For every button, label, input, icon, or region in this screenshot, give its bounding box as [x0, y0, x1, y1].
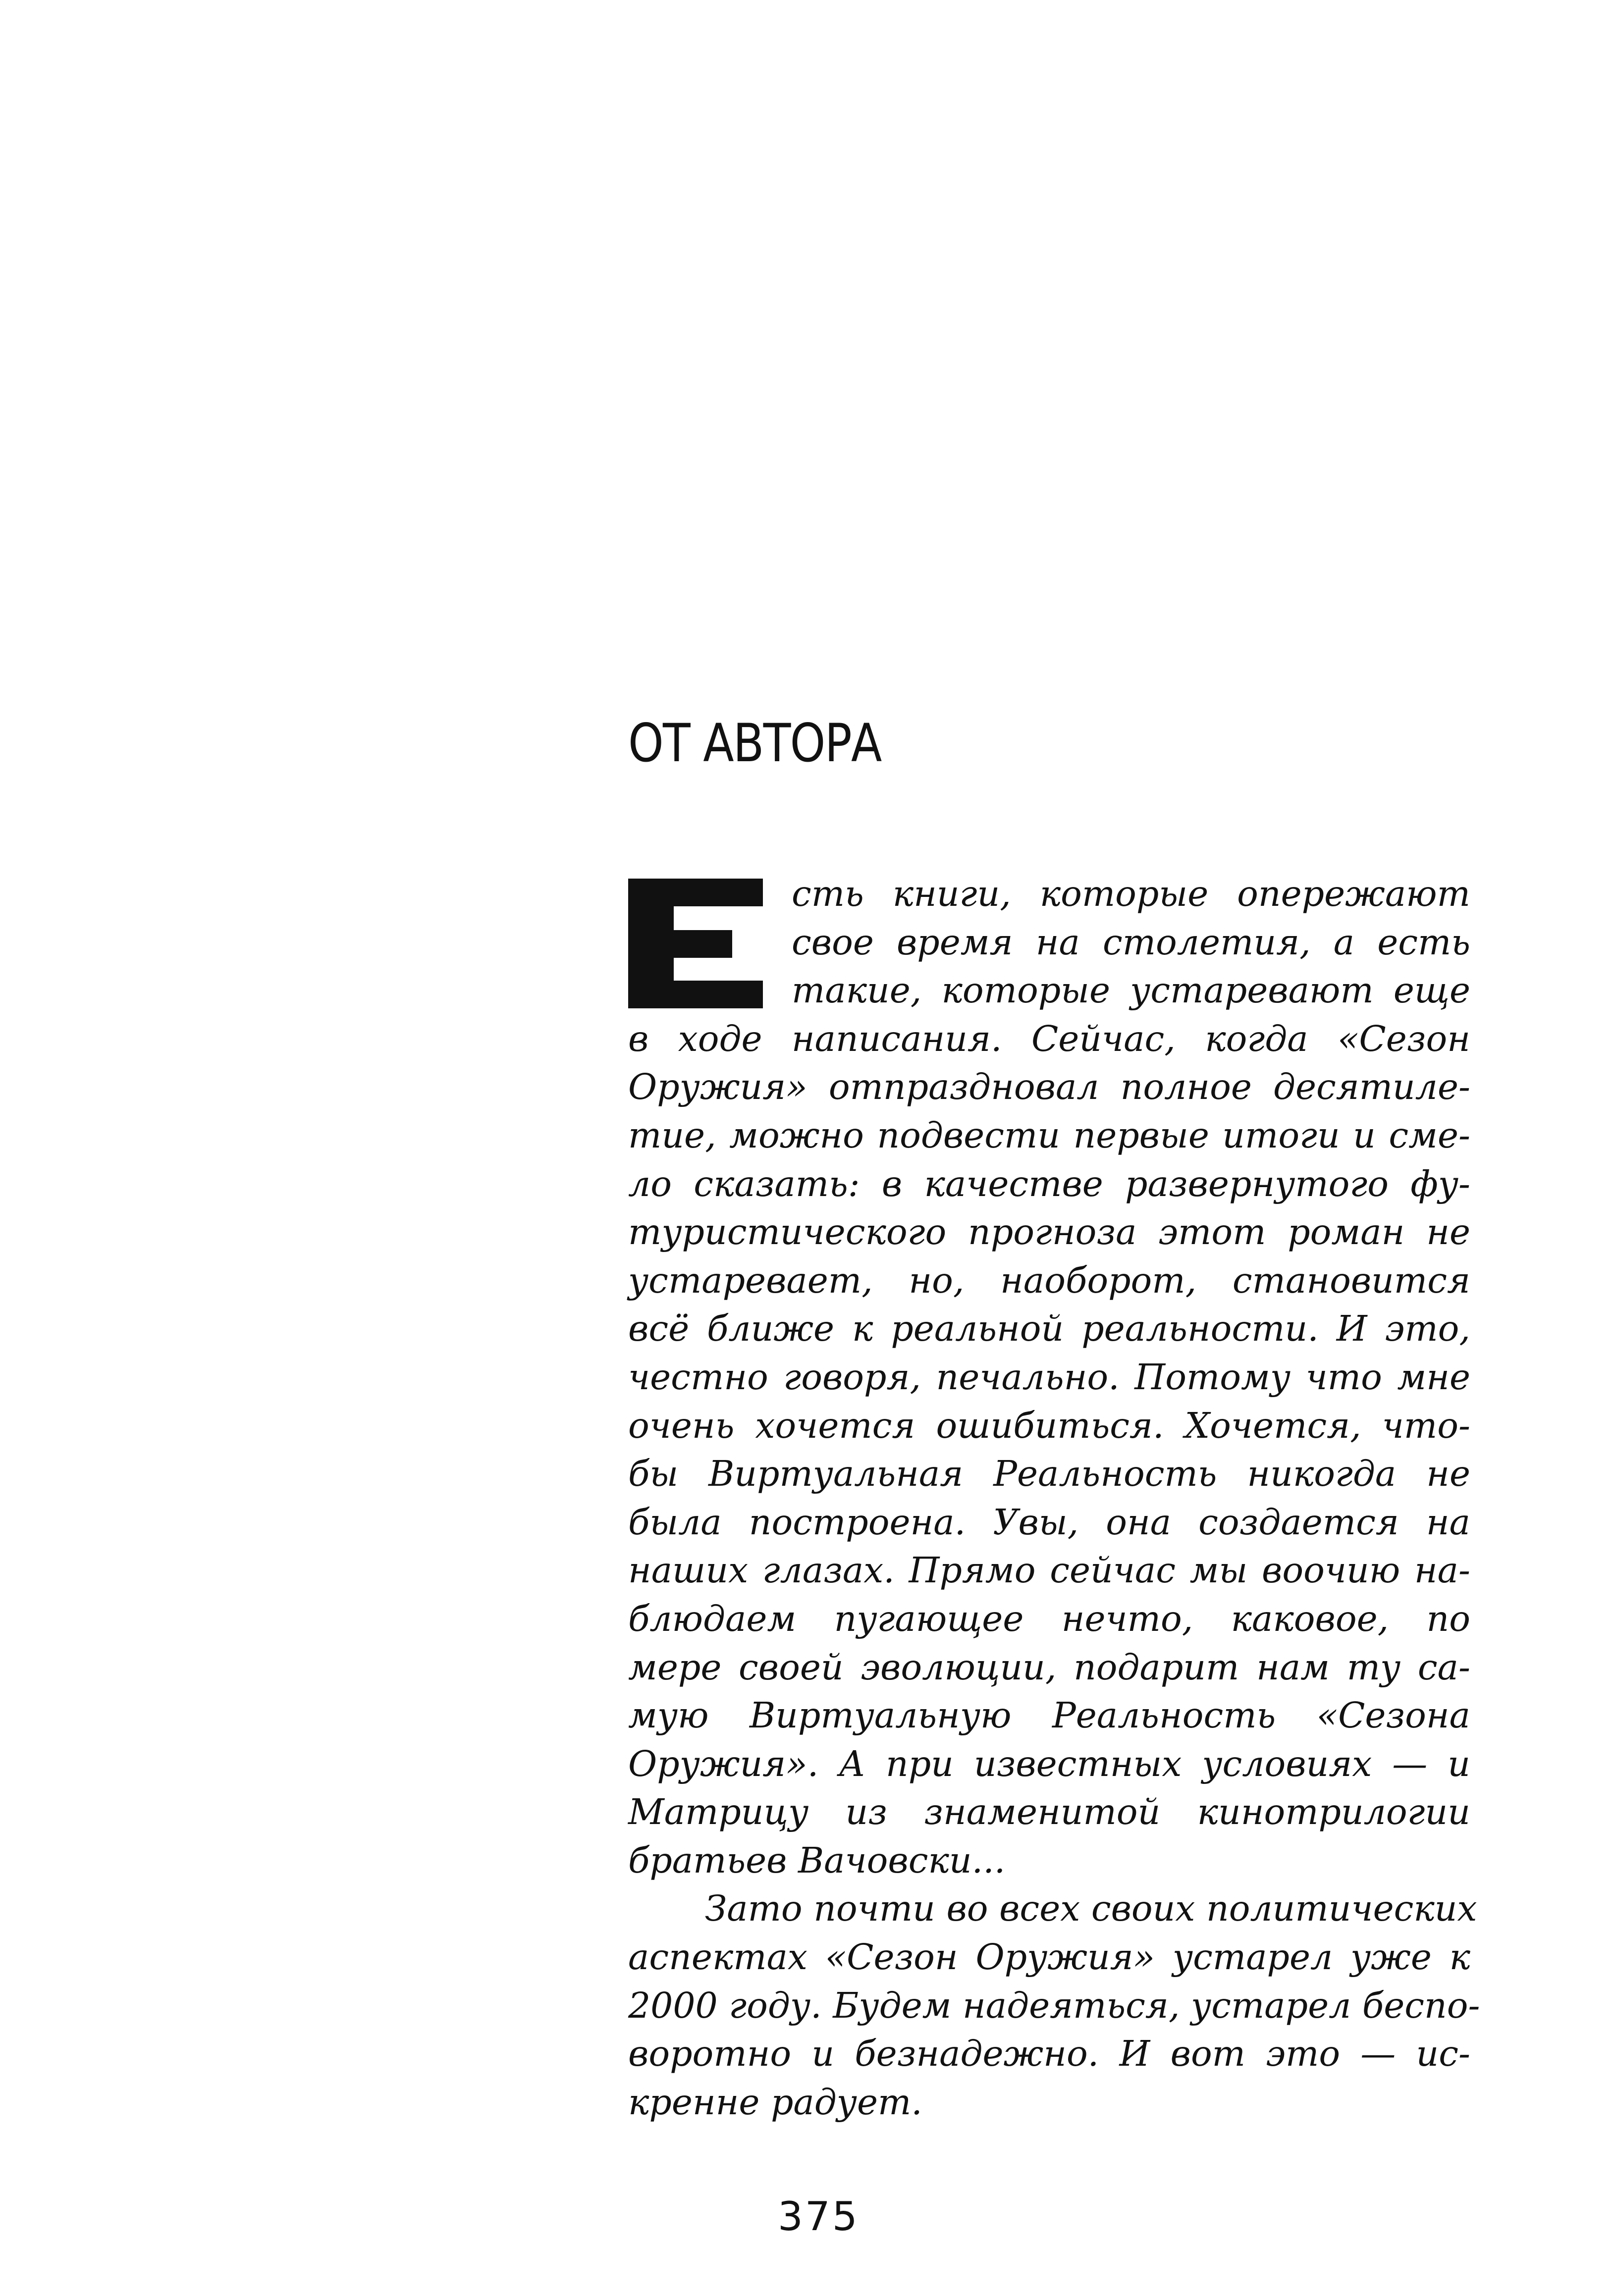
author-note-text — [628, 870, 1480, 2126]
text-line: туристического прогноза этот роман не — [628, 1211, 1470, 1253]
text-line: устаревает, но, наоборот, становится — [628, 1259, 1470, 1301]
text-line: в ходе написания. Сейчас, когда «Сезон — [628, 1018, 1470, 1059]
text-line: Зато почти во всех своих политических — [705, 1888, 1477, 1930]
text-line: Матрицу из знаменитой кинотрилогии — [628, 1791, 1470, 1833]
text-line: Оружия» отпраздновал полное десятиле- — [628, 1066, 1470, 1108]
paragraph-2 — [628, 1884, 1480, 2126]
text-line: очень хочется ошибиться. Хочется, что- — [628, 1405, 1470, 1446]
text-line: свое время на столетия, а есть — [792, 921, 1470, 963]
text-line: наших глазах. Прямо сейчас мы воочию на- — [628, 1550, 1470, 1591]
text-line: сть книги, которые опережают — [792, 873, 1470, 914]
text-line: мую Виртуальную Реальность «Сезона — [628, 1695, 1470, 1736]
text-line: ло сказать: в качестве развернутого фу- — [628, 1163, 1470, 1204]
paragraph-1 — [628, 870, 1470, 1884]
text-line: мере своей эволюции, подарит нам ту са- — [628, 1646, 1470, 1688]
text-line: тие, можно подвести первые итоги и сме- — [628, 1114, 1470, 1156]
text-line: кренне радует. — [628, 2081, 922, 2123]
text-line: всё ближе к реальной реальности. И это, — [628, 1308, 1470, 1350]
text-line: воротно и безнадежно. И вот это — ис- — [628, 2033, 1470, 2075]
page-number: 375 — [778, 2193, 860, 2240]
text-line: такие, которые устаревают еще — [792, 970, 1470, 1011]
text-line: аспектах «Сезон Оружия» устарел уже к — [628, 1936, 1470, 1978]
text-line: Оружия». А при известных условиях — и — [628, 1743, 1470, 1784]
text-line: бы Виртуальная Реальность никогда не — [628, 1453, 1470, 1495]
text-line: 2000 году. Будем надеяться, устарел беспо- — [628, 1984, 1480, 2026]
text-line: блюдаем пугающее нечто, каковое, по — [628, 1598, 1470, 1639]
text-line: братьев Вачовски... — [628, 1839, 1006, 1881]
text-line: честно говоря, печально. Потому что мне — [628, 1356, 1470, 1398]
chapter-title: ОТ АВТОРА — [628, 713, 881, 774]
text-line: была построена. Увы, она создается на — [628, 1501, 1470, 1543]
